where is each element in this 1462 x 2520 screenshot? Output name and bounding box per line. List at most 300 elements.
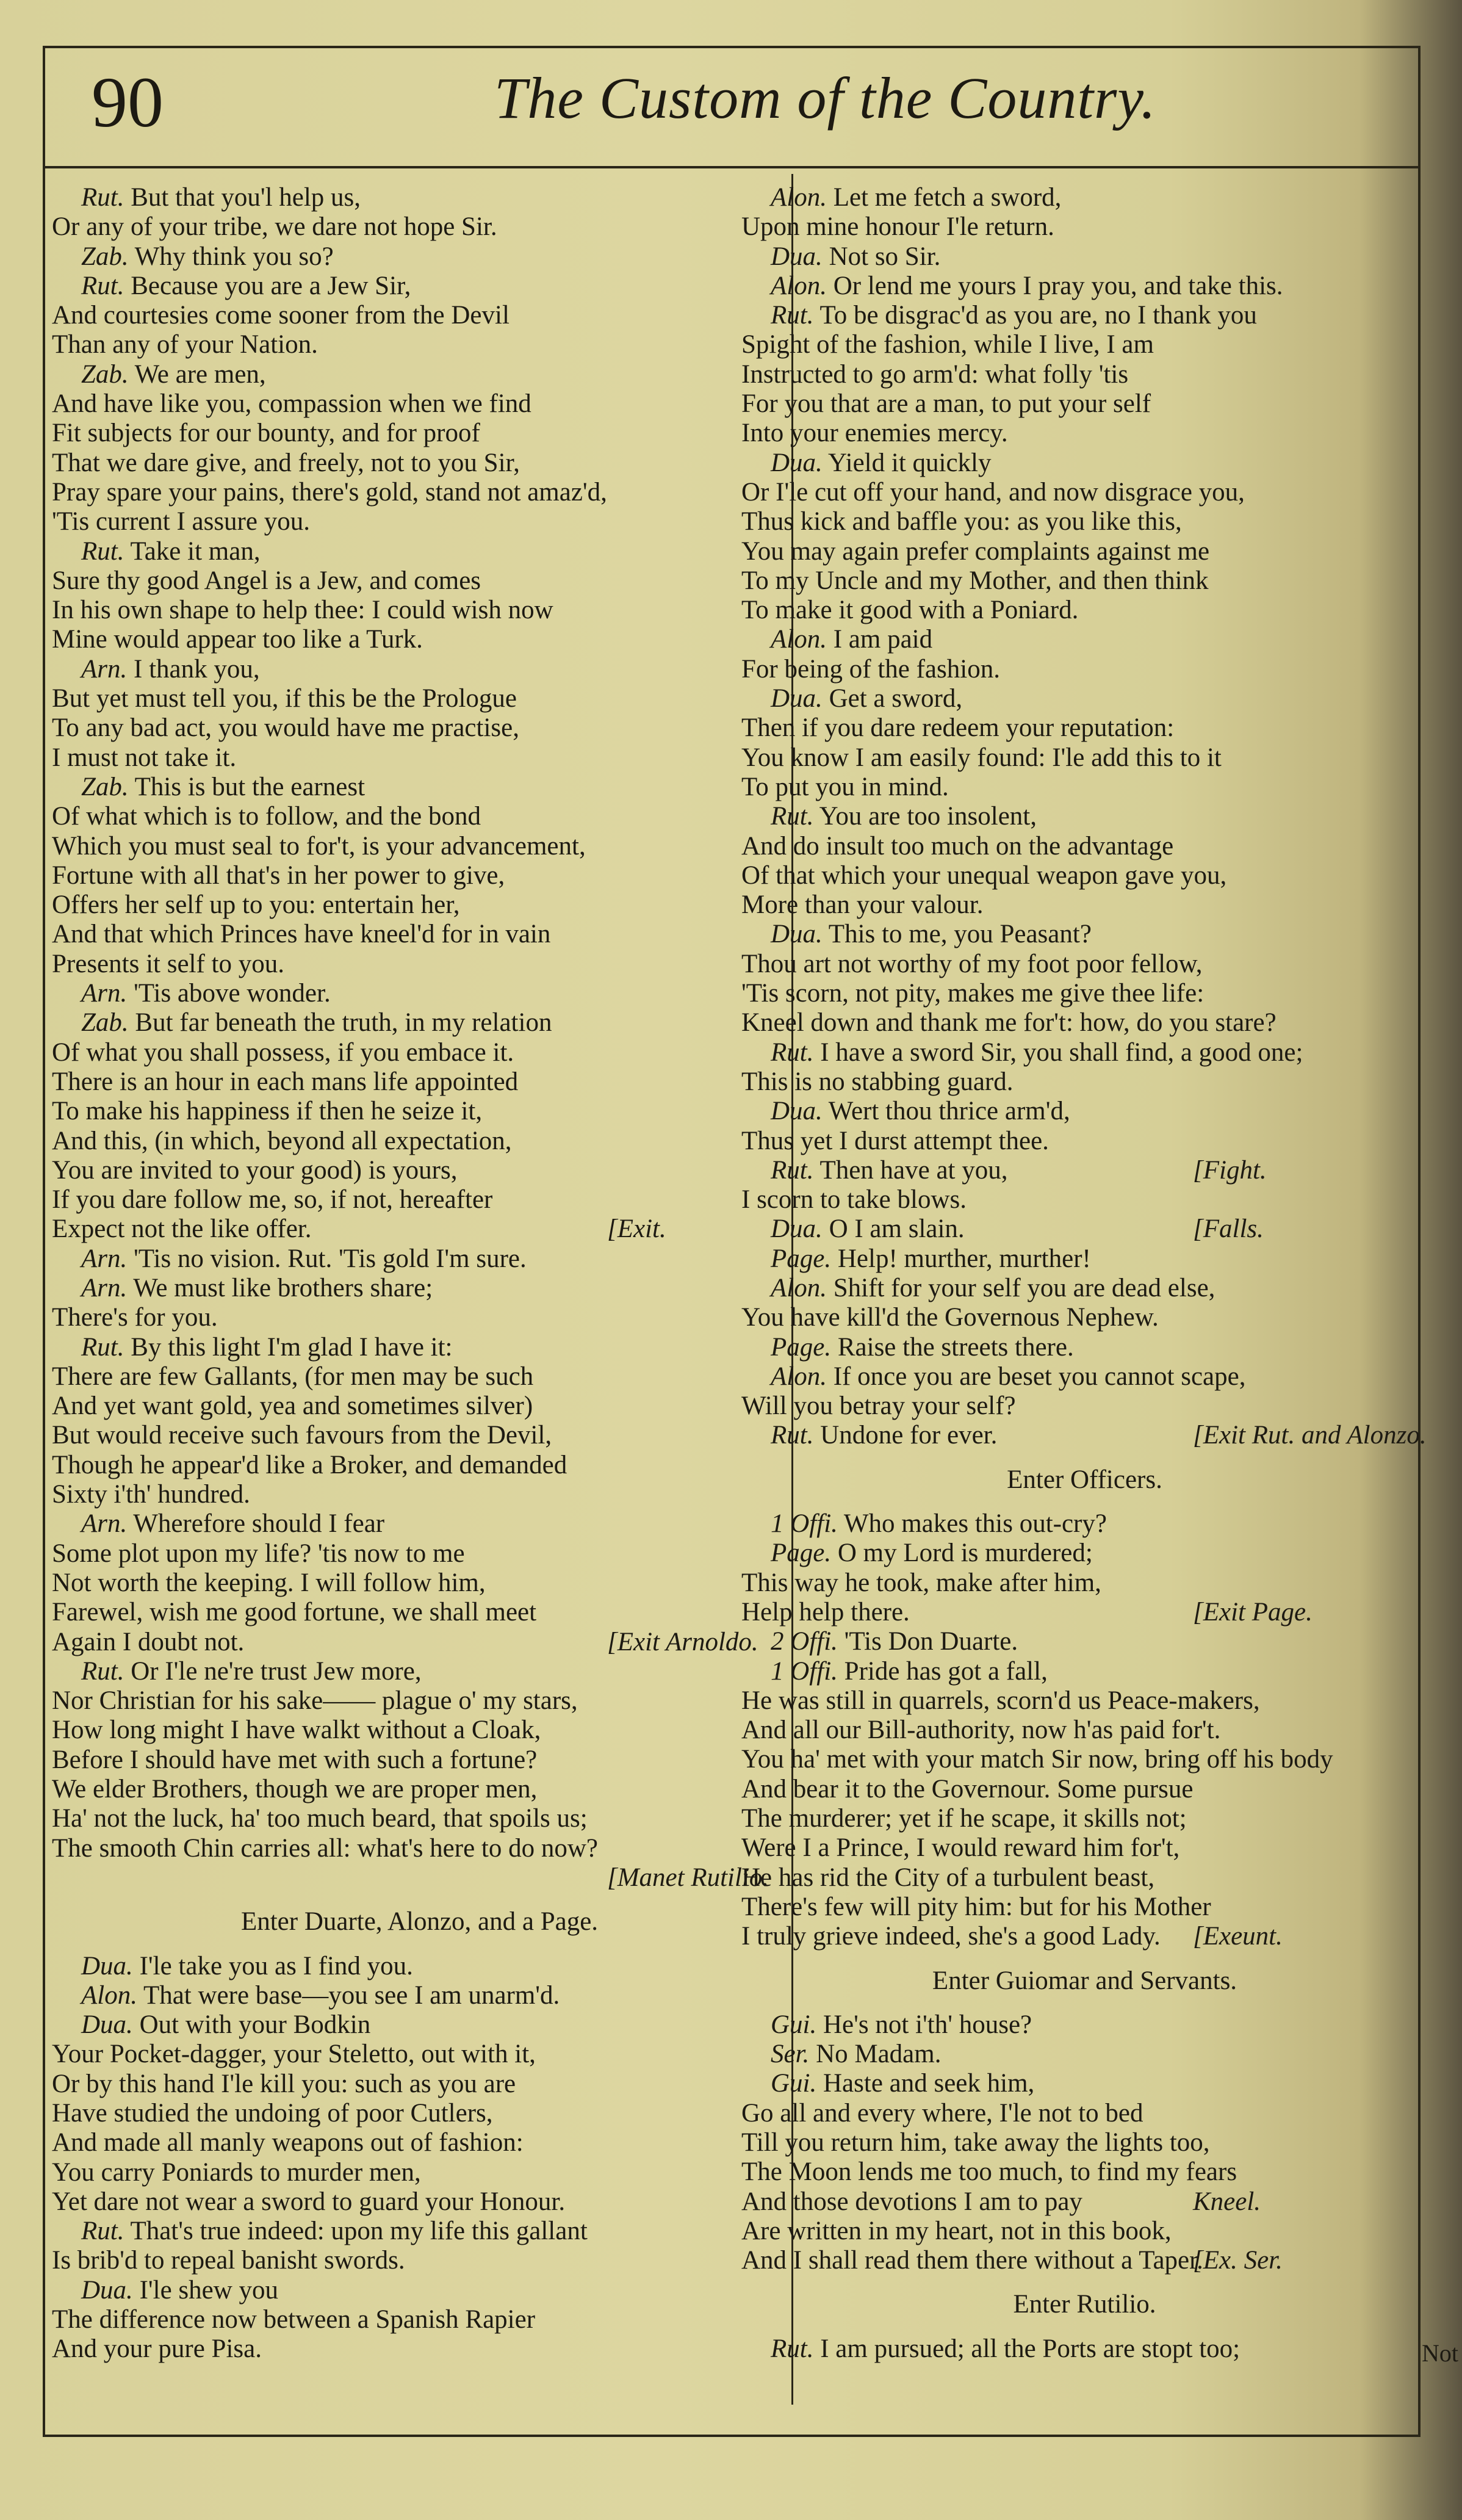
text-line bbox=[741, 1067, 1428, 1097]
stage-direction-entry bbox=[741, 1465, 1428, 1495]
text-line bbox=[741, 1362, 1428, 1392]
verse-text: And courtesies come sooner from the Devil bbox=[52, 301, 510, 330]
text-line bbox=[741, 242, 1428, 272]
text-line bbox=[52, 2305, 787, 2334]
right-column bbox=[741, 183, 1428, 2364]
text-line bbox=[741, 183, 1428, 212]
running-title: The Custom of the Country. bbox=[494, 65, 1156, 131]
text-line bbox=[52, 537, 787, 566]
text-line bbox=[52, 2276, 787, 2305]
verse-text: I must not take it. bbox=[52, 743, 237, 772]
verse-text: You may again prefer complaints against me bbox=[741, 536, 1210, 566]
text-line bbox=[741, 1097, 1428, 1126]
header-rule bbox=[43, 166, 1421, 168]
speaker-name: Dua. bbox=[81, 1951, 133, 1980]
text-line bbox=[741, 2069, 1428, 2098]
text-line bbox=[741, 537, 1428, 566]
verse-text: Sixty i'th' hundred. bbox=[52, 1480, 250, 1509]
verse-text: He's not i'th' house? bbox=[823, 2010, 1032, 2039]
speaker-name: Arn. bbox=[81, 1273, 128, 1302]
text-line bbox=[741, 2187, 1428, 2217]
speaker-name: Rut. bbox=[771, 2334, 814, 2363]
verse-text: Yield it quickly bbox=[827, 448, 992, 477]
verse-text: O I am slain. bbox=[829, 1215, 965, 1244]
speaker-name: Dua. bbox=[81, 2275, 133, 2305]
verse-text: Haste and seek him, bbox=[823, 2069, 1035, 2098]
speaker-name: Rut. bbox=[81, 1656, 124, 1686]
verse-text: Or I'le cut off your hand, and now disgrace you, bbox=[741, 477, 1245, 507]
text-line bbox=[741, 1598, 1428, 1627]
speaker-name: Rut. bbox=[771, 301, 814, 330]
speaker-name: Dua. bbox=[771, 920, 823, 949]
text-line bbox=[52, 507, 787, 536]
text-line bbox=[741, 1244, 1428, 1274]
text-line bbox=[52, 1244, 787, 1274]
entry-text: Enter Rutilio. bbox=[1013, 2290, 1156, 2319]
text-line bbox=[52, 1303, 787, 1332]
verse-text: For you that are a man, to put your self bbox=[741, 389, 1151, 419]
text-line bbox=[52, 360, 787, 389]
verse-text: And that which Princes have kneel'd for in vain bbox=[52, 920, 551, 949]
text-line bbox=[741, 1156, 1428, 1185]
verse-text: I scorn to take blows. bbox=[741, 1185, 967, 1215]
text-line bbox=[52, 1480, 787, 1509]
verse-text: I'le take you as I find you. bbox=[139, 1951, 413, 1980]
text-line bbox=[741, 1569, 1428, 1598]
text-line bbox=[52, 1067, 787, 1097]
text-line bbox=[741, 272, 1428, 301]
text-line bbox=[741, 832, 1428, 861]
text-line bbox=[741, 1863, 1428, 1893]
verse-text: Sure thy good Angel is a Jew, and comes bbox=[52, 566, 481, 595]
text-line bbox=[741, 625, 1428, 654]
verse-text: Wert thou thrice arm'd, bbox=[828, 1097, 1070, 1126]
text-line bbox=[741, 566, 1428, 596]
verse-text: Thus kick and baffle you: as you like this, bbox=[741, 507, 1182, 536]
text-line bbox=[741, 2246, 1428, 2275]
speaker-name: Rut. bbox=[771, 1421, 814, 1450]
text-line bbox=[52, 861, 787, 890]
verse-text: Why think you so? bbox=[134, 242, 334, 271]
stage-direction: [Exit. bbox=[607, 1215, 666, 1244]
text-line bbox=[52, 625, 787, 654]
text-line bbox=[52, 419, 787, 448]
verse-text: 'Tis current I assure you. bbox=[52, 507, 310, 536]
speaker-name: Zab. bbox=[81, 359, 129, 389]
verse-text: Of what you shall possess, if you embace it. bbox=[52, 1038, 514, 1067]
verse-text: And all our Bill-authority, now h'as paid for't. bbox=[741, 1716, 1221, 1745]
speaker-name: Alon. bbox=[81, 1980, 137, 2010]
text-line bbox=[741, 1509, 1428, 1539]
verse-text: More than your valour. bbox=[741, 890, 984, 920]
speaker-name: Arn. bbox=[81, 979, 128, 1008]
spacer bbox=[741, 1451, 1428, 1465]
text-line bbox=[741, 1421, 1428, 1450]
text-line bbox=[52, 2158, 787, 2187]
spacer bbox=[52, 1893, 787, 1907]
verse-text: He has rid the City of a turbulent beast, bbox=[741, 1863, 1155, 1892]
verse-text: Undone for ever. bbox=[820, 1421, 998, 1450]
text-line bbox=[52, 950, 787, 979]
verse-text: Of that which your unequal weapon gave you, bbox=[741, 861, 1227, 890]
text-line bbox=[52, 1539, 787, 1569]
speaker-name: Page. bbox=[771, 1244, 832, 1273]
text-line bbox=[52, 802, 787, 831]
text-line bbox=[52, 832, 787, 861]
text-line bbox=[741, 389, 1428, 419]
verse-text: Go all and every where, I'le not to bed bbox=[741, 2098, 1143, 2128]
text-line bbox=[741, 419, 1428, 448]
text-line bbox=[741, 2099, 1428, 2128]
text-line bbox=[741, 1893, 1428, 1922]
catchword: Not bbox=[1422, 2339, 1458, 2367]
verse-text: Again I doubt not. bbox=[52, 1627, 245, 1656]
text-line bbox=[52, 478, 787, 507]
text-line bbox=[52, 596, 787, 625]
page-number: 90 bbox=[92, 62, 164, 142]
verse-text: Is brib'd to repeal banisht swords. bbox=[52, 2246, 405, 2275]
verse-text: To be disgrac'd as you are, no I thank you bbox=[819, 301, 1257, 330]
verse-text: This to me, you Peasant? bbox=[828, 920, 1092, 949]
verse-text: Kneel down and thank me for't: how, do you stare? bbox=[741, 1008, 1277, 1038]
verse-text: That were base—you see I am unarm'd. bbox=[143, 1980, 560, 2010]
stage-direction-entry bbox=[52, 1907, 787, 1937]
text-line bbox=[52, 2070, 787, 2099]
verse-text: Let me fetch a sword, bbox=[833, 183, 1062, 212]
text-line bbox=[741, 212, 1428, 242]
text-line bbox=[52, 1097, 787, 1126]
verse-text: You know I am easily found: I'le add this to it bbox=[741, 743, 1222, 772]
text-line bbox=[741, 2040, 1428, 2069]
verse-text: I thank you, bbox=[134, 654, 260, 684]
verse-text: Out with your Bodkin bbox=[139, 2010, 371, 2040]
verse-text: For being of the fashion. bbox=[741, 654, 1000, 684]
verse-text: 'Tis Don Duarte. bbox=[844, 1627, 1018, 1656]
verse-text: That we dare give, and freely, not to you Sir, bbox=[52, 448, 520, 477]
text-line bbox=[741, 301, 1428, 330]
verse-text: Then if you dare redeem your reputation: bbox=[741, 713, 1175, 743]
verse-text: The murderer; yet if he scape, it skills not; bbox=[741, 1804, 1187, 1833]
verse-text: To any bad act, you would have me practise, bbox=[52, 713, 519, 743]
text-line bbox=[741, 449, 1428, 478]
stage-direction-entry bbox=[741, 2290, 1428, 2319]
text-line bbox=[52, 1686, 787, 1716]
speaker-name: Rut. bbox=[81, 536, 124, 566]
verse-text: Some plot upon my life? 'tis now to me bbox=[52, 1539, 465, 1568]
verse-text: Though he appear'd like a Broker, and demanded bbox=[52, 1450, 567, 1479]
text-line bbox=[52, 2334, 787, 2364]
speaker-name: Dua. bbox=[771, 448, 823, 477]
verse-text: There's few will pity him: but for his Mother bbox=[741, 1892, 1211, 1921]
text-line bbox=[52, 1156, 787, 1185]
verse-text: We must like brothers share; bbox=[133, 1273, 433, 1302]
verse-text: Thus yet I durst attempt thee. bbox=[741, 1126, 1049, 1155]
verse-text: And bear it to the Governour. Some pursue bbox=[741, 1774, 1194, 1803]
speaker-name: Gui. bbox=[771, 2069, 817, 2098]
stage-direction: [Manet Rutilio. bbox=[607, 1863, 769, 1892]
verse-text: To put you in mind. bbox=[741, 772, 949, 801]
verse-text: Mine would appear too like a Turk. bbox=[52, 625, 423, 654]
spacer bbox=[52, 1937, 787, 1952]
text-line bbox=[741, 2010, 1428, 2040]
text-line bbox=[52, 449, 787, 478]
verse-text: O my Lord is murdered; bbox=[837, 1539, 1093, 1568]
text-line bbox=[741, 1215, 1428, 1244]
verse-text: There are few Gallants, (for men may be such bbox=[52, 1362, 534, 1391]
verse-text: Shift for your self you are dead else, bbox=[833, 1273, 1215, 1302]
verse-text: Nor Christian for his sake—— plague o' my stars, bbox=[52, 1686, 578, 1716]
text-line bbox=[741, 507, 1428, 536]
text-line bbox=[52, 330, 787, 359]
text-line bbox=[52, 2128, 787, 2157]
text-line bbox=[52, 1038, 787, 1067]
verse-text: Or any of your tribe, we dare not hope Sir. bbox=[52, 212, 497, 242]
text-line bbox=[52, 2246, 787, 2275]
text-line bbox=[741, 713, 1428, 743]
text-line bbox=[52, 1775, 787, 1804]
text-line bbox=[741, 1804, 1428, 1833]
text-line bbox=[741, 1392, 1428, 1421]
speaker-name: Rut. bbox=[81, 1332, 124, 1362]
text-line bbox=[52, 1628, 787, 1657]
verse-text: Your Pocket-dagger, your Steletto, out with it, bbox=[52, 2040, 536, 2069]
verse-text: 'Tis scorn, not pity, makes me give thee life: bbox=[741, 979, 1205, 1008]
text-line bbox=[52, 1834, 787, 1863]
verse-text: Pride has got a fall, bbox=[844, 1656, 1048, 1686]
text-line bbox=[52, 1274, 787, 1303]
verse-text: Who makes this out-cry? bbox=[843, 1509, 1107, 1539]
text-line bbox=[52, 1598, 787, 1627]
verse-text: Not so Sir. bbox=[829, 242, 941, 271]
entry-text: Enter Guiomar and Servants. bbox=[932, 1966, 1237, 1995]
speaker-name: Alon. bbox=[771, 625, 827, 654]
text-line bbox=[741, 743, 1428, 773]
verse-text: Fit subjects for our bounty, and for proof bbox=[52, 419, 480, 448]
text-line bbox=[741, 890, 1428, 920]
speaker-name: Page. bbox=[771, 1539, 832, 1568]
verse-text: Not worth the keeping. I will follow him, bbox=[52, 1568, 486, 1597]
speaker-name: Zab. bbox=[81, 1008, 129, 1038]
text-line bbox=[52, 1333, 787, 1362]
speaker-name: Dua. bbox=[771, 242, 823, 271]
verse-text: Or by this hand I'le kill you: such as you are bbox=[52, 2069, 516, 2098]
text-line bbox=[741, 2217, 1428, 2246]
verse-text: That's true indeed: upon my life this gallant bbox=[130, 2217, 588, 2246]
spacer bbox=[741, 2320, 1428, 2334]
spacer bbox=[741, 1495, 1428, 1509]
text-line bbox=[741, 920, 1428, 949]
verse-text: Instructed to go arm'd: what folly 'tis bbox=[741, 359, 1129, 389]
verse-text: I have a sword Sir, you shall find, a good one; bbox=[820, 1038, 1303, 1067]
text-line bbox=[52, 1746, 787, 1775]
verse-text: Of what which is to follow, and the bond bbox=[52, 802, 481, 831]
spacer bbox=[741, 1952, 1428, 1966]
verse-text: Yet dare not wear a sword to guard your Honour. bbox=[52, 2187, 566, 2216]
text-line bbox=[52, 301, 787, 330]
verse-text: This is but the earnest bbox=[134, 772, 366, 801]
verse-text: Upon mine honour I'le return. bbox=[741, 212, 1054, 242]
speaker-name: Arn. bbox=[81, 654, 128, 684]
text-line bbox=[741, 1833, 1428, 1863]
verse-text: If you dare follow me, so, if not, hereafter bbox=[52, 1185, 493, 1215]
verse-text: Are written in my heart, not in this book, bbox=[741, 2216, 1172, 2245]
text-line bbox=[741, 1127, 1428, 1156]
verse-text: He was still in quarrels, scorn'd us Peace-makers, bbox=[741, 1686, 1260, 1715]
text-line bbox=[741, 1303, 1428, 1332]
text-line bbox=[741, 596, 1428, 625]
speaker-name: Dua. bbox=[771, 684, 823, 713]
verse-text: The smooth Chin carries all: what's here to do now? bbox=[52, 1833, 599, 1863]
verse-text: There's for you. bbox=[52, 1303, 218, 1332]
verse-text: To make his happiness if then he seize it, bbox=[52, 1097, 483, 1126]
text-line bbox=[52, 2217, 787, 2246]
entry-text: Enter Duarte, Alonzo, and a Page. bbox=[240, 1907, 599, 1937]
verse-text: Into your enemies mercy. bbox=[741, 419, 1008, 448]
text-line bbox=[52, 1362, 787, 1392]
speaker-name: Alon. bbox=[771, 271, 827, 300]
verse-text: Spight of the fashion, while I live, I am bbox=[741, 330, 1154, 359]
verse-text: There is an hour in each mans life appointed bbox=[52, 1067, 519, 1096]
verse-text: I am paid bbox=[833, 625, 933, 654]
verse-text: How long might I have walkt without a Cloak, bbox=[52, 1716, 541, 1745]
verse-text: And this, (in which, beyond all expectation, bbox=[52, 1126, 512, 1155]
verse-text: To make it good with a Poniard. bbox=[741, 596, 1079, 625]
text-line bbox=[741, 861, 1428, 890]
text-line bbox=[52, 1657, 787, 1686]
text-line bbox=[52, 272, 787, 301]
text-line bbox=[52, 890, 787, 920]
verse-text: 'Tis no vision. Rut. 'Tis gold I'm sure. bbox=[134, 1244, 527, 1273]
text-line bbox=[52, 389, 787, 419]
verse-text: And have like you, compassion when we find bbox=[52, 389, 531, 419]
verse-text: I truly grieve indeed, she's a good Lady. bbox=[741, 1922, 1161, 1951]
text-line bbox=[741, 1745, 1428, 1774]
speaker-name: Rut. bbox=[771, 802, 814, 831]
verse-text: This is no stabbing guard. bbox=[741, 1067, 1014, 1096]
text-line bbox=[52, 1952, 787, 1981]
verse-text: You are too insolent, bbox=[819, 802, 1037, 831]
text-line bbox=[52, 566, 787, 596]
verse-text: We are men, bbox=[134, 359, 266, 389]
verse-text: In his own shape to help thee: I could wish now bbox=[52, 596, 553, 625]
text-line bbox=[741, 684, 1428, 713]
verse-text: The difference now between a Spanish Rapier bbox=[52, 2305, 536, 2334]
text-line bbox=[741, 2334, 1428, 2364]
text-line bbox=[741, 950, 1428, 979]
stage-direction: [Exit Rut. and Alonzo. bbox=[1193, 1421, 1427, 1450]
verse-text: You carry Poniards to murder men, bbox=[52, 2157, 421, 2187]
speaker-name: Rut. bbox=[81, 271, 124, 300]
verse-text: Raise the streets there. bbox=[837, 1332, 1074, 1362]
text-line bbox=[52, 2010, 787, 2040]
verse-text: Help! murther, murther! bbox=[837, 1244, 1091, 1273]
text-line bbox=[741, 1333, 1428, 1362]
verse-text: But far beneath the truth, in my relation bbox=[135, 1008, 552, 1038]
speaker-name: Rut. bbox=[771, 1038, 814, 1067]
text-line bbox=[52, 2099, 787, 2128]
text-line bbox=[741, 802, 1428, 831]
text-line bbox=[52, 1421, 787, 1450]
verse-text: Offers her self up to you: entertain her, bbox=[52, 890, 460, 920]
text-line bbox=[741, 773, 1428, 802]
verse-text: And those devotions I am to pay bbox=[741, 2187, 1082, 2216]
text-line bbox=[741, 979, 1428, 1008]
verse-text: This way he took, make after him, bbox=[741, 1568, 1101, 1597]
text-line bbox=[741, 330, 1428, 359]
text-line bbox=[741, 1775, 1428, 1804]
text-line bbox=[52, 920, 787, 949]
stage-direction: [Exeunt. bbox=[1193, 1922, 1283, 1951]
stage-direction: [Exit Arnoldo. bbox=[607, 1627, 758, 1656]
verse-text: And made all manly weapons out of fashion: bbox=[52, 2128, 524, 2157]
verse-text: If once you are beset you cannot scape, bbox=[833, 1362, 1246, 1391]
verse-text: No Madam. bbox=[816, 2040, 942, 2069]
verse-text: Presents it self to you. bbox=[52, 949, 284, 978]
verse-text: By this light I'm glad I have it: bbox=[131, 1332, 453, 1362]
text-line bbox=[741, 1539, 1428, 1568]
spacer bbox=[741, 1996, 1428, 2010]
text-line bbox=[741, 1274, 1428, 1303]
stage-direction: [Exit Page. bbox=[1193, 1597, 1313, 1626]
text-line bbox=[52, 684, 787, 713]
verse-text: Wherefore should I fear bbox=[133, 1509, 385, 1539]
verse-text: And yet want gold, yea and sometimes silver) bbox=[52, 1392, 533, 1421]
text-line bbox=[741, 1038, 1428, 1067]
verse-text: The Moon lends me too much, to find my fears bbox=[741, 2157, 1237, 2187]
speaker-name: Page. bbox=[771, 1332, 832, 1362]
text-line bbox=[741, 1657, 1428, 1686]
speaker-name: Rut. bbox=[771, 1155, 814, 1185]
text-line bbox=[52, 1509, 787, 1539]
text-line bbox=[52, 2187, 787, 2217]
verse-text: Then have at you, bbox=[819, 1155, 1008, 1185]
stage-direction-entry bbox=[741, 1966, 1428, 1996]
verse-text: You have kill'd the Governous Nephew. bbox=[741, 1303, 1159, 1332]
text-line bbox=[52, 979, 787, 1008]
text-line bbox=[741, 2128, 1428, 2157]
verse-text: Take it man, bbox=[130, 536, 261, 566]
verse-text: I'le shew you bbox=[139, 2275, 279, 2305]
stage-direction: [Fight. bbox=[1193, 1155, 1267, 1185]
verse-text: Or lend me yours I pray you, and take this. bbox=[833, 271, 1283, 300]
verse-text: Fortune with all that's in her power to give, bbox=[52, 861, 505, 890]
speaker-name: Arn. bbox=[81, 1509, 128, 1539]
text-line bbox=[52, 1215, 787, 1244]
text-line bbox=[741, 1185, 1428, 1215]
text-line bbox=[52, 242, 787, 272]
verse-text: And your pure Pisa. bbox=[52, 2334, 262, 2364]
text-line bbox=[741, 1008, 1428, 1038]
spacer bbox=[741, 2275, 1428, 2290]
verse-text: Because you are a Jew Sir, bbox=[131, 271, 411, 300]
speaker-name: Ser. bbox=[771, 2040, 810, 2069]
verse-text: Were I a Prince, I would reward him for't, bbox=[741, 1833, 1180, 1863]
speaker-name: Zab. bbox=[81, 772, 129, 801]
text-line bbox=[52, 655, 787, 684]
text-line bbox=[741, 1627, 1428, 1656]
verse-text: Than any of your Nation. bbox=[52, 330, 318, 359]
speaker-name: Arn. bbox=[81, 1244, 128, 1273]
text-line bbox=[52, 713, 787, 743]
entry-text: Enter Officers. bbox=[1007, 1465, 1162, 1494]
text-line bbox=[52, 2040, 787, 2069]
stage-direction: [Ex. Ser. bbox=[1193, 2246, 1283, 2275]
speaker-name: 1 Offi. bbox=[771, 1656, 838, 1686]
verse-text: Pray spare your pains, there's gold, stand not amaz'd, bbox=[52, 477, 607, 507]
verse-text: But would receive such favours from the Devil, bbox=[52, 1421, 552, 1450]
verse-text: Before I should have met with such a fortune? bbox=[52, 1745, 538, 1774]
speaker-name: 1 Offi. bbox=[771, 1509, 838, 1539]
